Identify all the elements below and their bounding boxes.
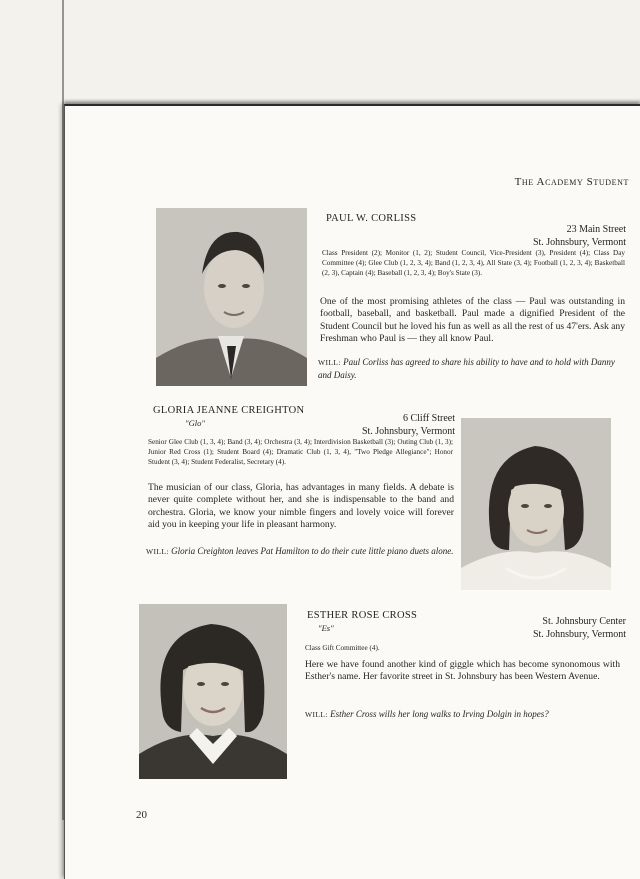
student-address [340,412,455,438]
address-line-1: 6 Cliff Street [402,413,455,424]
student-will [146,545,454,558]
will-label: WILL: [318,358,341,367]
portrait-photo-gloria-creighton [461,418,611,590]
page-number: 20 [136,809,147,821]
address-line-2: St. Johnsbury, Vermont [361,426,455,437]
will-text: Gloria Creighton leaves Pat Hamilton to do their cute little piano duets alone. [171,546,454,556]
student-activities: Class President (2); Monitor (1, 2); Student Council, Vice-President (3), President (4); Class Day Committee (4); Glee Club (1, 2, 3, 4); Band (1, 2, 3, 4), All State (3, 4); Football (1, 2, 3, 4); Basketball (2, 3), Captain (4); Baseball (1, 2, 3, 4); Boy's State (3). [322,249,625,277]
student-description: The musician of our class, Gloria, has advantages in many fields. A debate is never quite complete without her, and she is indispensable to the band and orchestra. Gloria, we know your nimble fingers and lovely voice will forever aid you in keeping your life in pleasant harmony. [148,482,454,531]
student-activities: Class Gift Committee (4). [305,644,380,652]
student-name: GLORIA JEANNE CREIGHTON [153,405,305,416]
student-will [305,708,620,721]
student-activities: Senior Glee Club (1, 3, 4); Band (3, 4); Orchestra (3, 4); Interdivision Basketball (3); Outing Club (1, 3); Junior Red Cross (1); Student Board (4); Dramatic Club (1, 3, 4), "Two Pledge Allegiance"; Honor Student (3, 4); Student Federalist, Secretary (4). [148,438,453,466]
student-name: PAUL W. CORLISS [326,213,417,224]
address-line-1: St. Johnsbury Center [542,616,626,627]
address-line-2: St. Johnsbury, Vermont [532,629,626,640]
address-line-2: St. Johnsbury, Vermont [532,237,626,248]
will-label: WILL: [146,547,169,556]
student-name: ESTHER ROSE CROSS [307,610,418,621]
student-description: Here we have found another kind of giggle which has become synonomous with Esther's name. Her favorite street in St. Johnsbury has been Western Avenue. [305,659,620,683]
will-label: WILL: [305,710,328,719]
student-address [533,223,626,249]
student-address [533,615,626,641]
student-nickname: "Es" [318,623,334,633]
student-nickname: "Glo" [185,418,205,428]
running-header: The Academy Student [514,176,629,188]
portrait-photo-esther-cross [139,604,287,779]
will-text: Esther Cross wills her long walks to Irving Dolgin in hopes? [330,709,549,719]
will-text: Paul Corliss has agreed to share his ability to have and to hold with Danny and Daisy. [318,357,615,380]
portrait-photo-paul-corliss [156,208,307,386]
student-description: One of the most promising athletes of the class — Paul was outstanding in football, baseball, and basketball. Paul made a dignified President of the Student Council but he loved his fun as well as all the rest of us 47'ers. Ask any Freshman who Paul is — they all know Paul. [320,296,625,345]
address-line-1: 23 Main Street [566,224,626,235]
student-will [318,356,624,381]
